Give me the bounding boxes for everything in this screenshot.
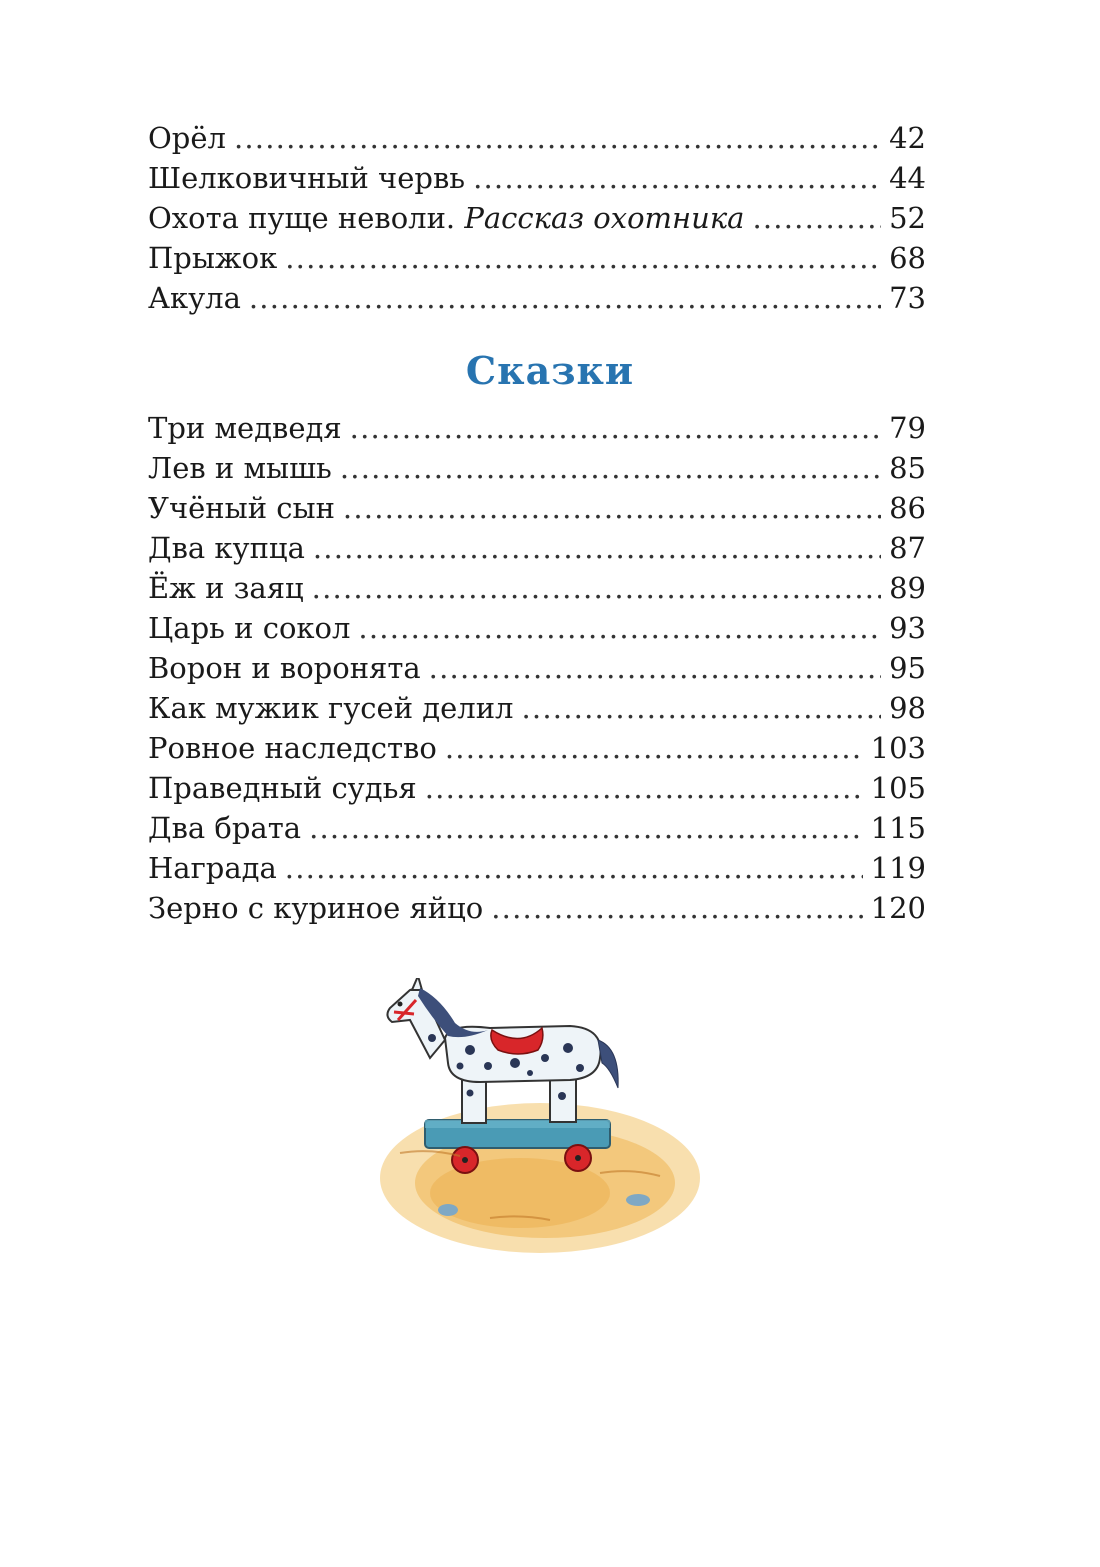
dot-leader [752, 198, 881, 238]
toc-entry-title: Два брата [148, 811, 302, 845]
section-heading: Сказки [465, 348, 635, 393]
dot-leader [285, 848, 863, 888]
toc-entry-title: Акула [148, 281, 241, 315]
toc-entry-title: Лев и мышь [148, 451, 332, 485]
dot-leader [234, 118, 881, 158]
dot-leader [312, 568, 881, 608]
toc-entry[interactable] [148, 568, 926, 608]
toc-entry-page: 119 [870, 851, 926, 885]
toc-entry[interactable] [148, 728, 926, 768]
toc-entry-page: 95 [889, 651, 926, 685]
toc-entry-title: Три медведя [148, 411, 342, 445]
dot-leader [473, 158, 881, 198]
toc-entry[interactable] [148, 608, 926, 648]
toc-entry-title: Награда [148, 851, 277, 885]
dot-leader [445, 728, 863, 768]
toc-entry-page: 115 [870, 811, 926, 845]
dot-leader [425, 768, 863, 808]
toc-entry-page: 73 [889, 281, 926, 315]
toc-entry-page: 86 [889, 491, 926, 525]
toc-entry[interactable] [148, 848, 926, 888]
toc-entry-page: 93 [889, 611, 926, 645]
toc-entry-page: 120 [870, 891, 926, 925]
toc-entry-title: Праведный судья [148, 771, 417, 805]
toc-entry-page: 87 [889, 531, 926, 565]
toc-entry-title [148, 198, 744, 238]
toc-entry-page: 98 [889, 691, 926, 725]
toc-list-stories [148, 118, 926, 318]
toc-entry-title: Шелковичный червь [148, 161, 466, 195]
toc-entry[interactable] [148, 768, 926, 808]
toc-entry[interactable] [148, 118, 926, 158]
toc-entry[interactable] [148, 448, 926, 488]
toc-entry-title: Как мужик гусей делил [148, 691, 514, 725]
toc-entry[interactable] [148, 688, 926, 728]
dot-leader [350, 408, 881, 448]
dot-leader [358, 608, 881, 648]
toc-entry-title: Два купца [148, 531, 305, 565]
toc-entry-title: Прыжок [148, 241, 278, 275]
dot-leader [429, 648, 881, 688]
toc-entry-page: 68 [889, 241, 926, 275]
dot-leader [309, 808, 863, 848]
toc-entry-title-main: Охота пуще неволи. [148, 201, 456, 235]
toy-horse-icon [370, 978, 710, 1268]
toc-entry[interactable] [148, 198, 926, 238]
toc-list-tales [148, 408, 926, 928]
toc-entry[interactable] [148, 648, 926, 688]
toc-entry-title: Ровное наследство [148, 731, 437, 765]
dot-leader [340, 448, 881, 488]
toc-entry[interactable] [148, 408, 926, 448]
toc-entry-page: 42 [889, 121, 926, 155]
toc-entry-page: 52 [889, 201, 926, 235]
toc-entry-page: 85 [889, 451, 926, 485]
toc-entry-title: Зерно с куриное яйцо [148, 891, 484, 925]
dot-leader [285, 238, 881, 278]
toc-entry[interactable] [148, 888, 926, 928]
dot-leader [313, 528, 881, 568]
toc-entry[interactable] [148, 278, 926, 318]
toc-entry-title: Царь и сокол [148, 611, 351, 645]
toc-entry-title: Ёж и заяц [148, 571, 304, 605]
dot-leader [249, 278, 881, 318]
toc-entry[interactable] [148, 528, 926, 568]
toc-entry-page: 105 [870, 771, 926, 805]
toc-entry-title: Ворон и воронята [148, 651, 421, 685]
toc-entry[interactable] [148, 238, 926, 278]
dot-leader [521, 688, 881, 728]
dot-leader [343, 488, 881, 528]
toc-entry[interactable] [148, 808, 926, 848]
toc-entry-page: 79 [889, 411, 926, 445]
toc-entry-title: Орёл [148, 121, 226, 155]
toc-entry[interactable] [148, 158, 926, 198]
toc-entry-page: 89 [889, 571, 926, 605]
toc-entry[interactable] [148, 488, 926, 528]
toc-entry-title: Учёный сын [148, 491, 335, 525]
toc-entry-page: 44 [889, 161, 926, 195]
toc-entry-page: 103 [870, 731, 926, 765]
toc-entry-subtitle: Рассказ охотника [464, 201, 745, 235]
toy-horse-illustration [370, 978, 710, 1268]
dot-leader [491, 888, 862, 928]
